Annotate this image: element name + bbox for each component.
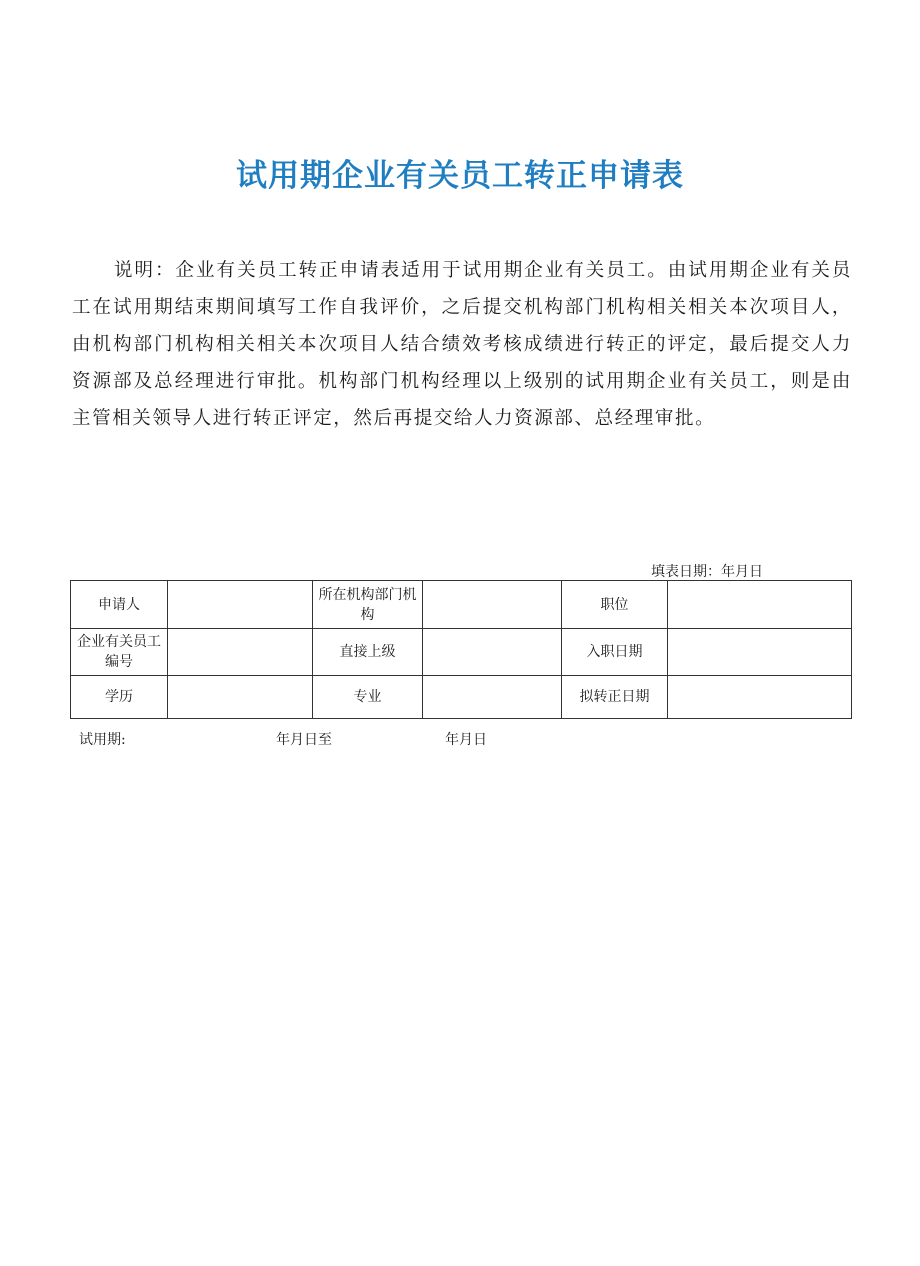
- hire-date-label: 入职日期: [562, 629, 668, 676]
- regularization-date-label: 拟转正日期: [562, 676, 668, 719]
- education-label: 学历: [71, 676, 168, 719]
- fill-date: 填表日期：年月日: [651, 564, 763, 580]
- table-row: [71, 629, 852, 676]
- table-row: [71, 676, 852, 719]
- application-form-table: [70, 580, 852, 719]
- table-row: [71, 581, 852, 629]
- probation-label: 试用期:: [79, 732, 126, 748]
- probation-end-date[interactable]: 年月日: [445, 732, 487, 748]
- hire-date-field[interactable]: [668, 629, 852, 676]
- major-field[interactable]: [423, 676, 562, 719]
- position-label: 职位: [562, 581, 668, 629]
- education-field[interactable]: [168, 676, 313, 719]
- regularization-date-field[interactable]: [668, 676, 852, 719]
- employee-id-field[interactable]: [168, 629, 313, 676]
- probation-start-date[interactable]: 年月日至: [276, 732, 332, 748]
- description-paragraph: 说明：企业有关员工转正申请表适用于试用期企业有关员工。由试用期企业有关员工在试用期结束期间填写工作自我评价，之后提交机构部门机构相关相关本次项目人，由机构部门机构相关相关本次项目人结合绩效考核成绩进行转正的评定，最后提交人力资源部及总经理进行审批。机构部门机构经理以上级别的试用期企业有关员工，则是由主管相关领导人进行转正评定，然后再提交给人力资源部、总经理审批。: [72, 260, 852, 429]
- major-label: 专业: [313, 676, 423, 719]
- department-field[interactable]: [423, 581, 562, 629]
- direct-supervisor-field[interactable]: [423, 629, 562, 676]
- direct-supervisor-label: 直接上级: [313, 629, 423, 676]
- applicant-field[interactable]: [168, 581, 313, 629]
- department-label: 所在机构部门机构: [313, 581, 423, 629]
- position-field[interactable]: [668, 581, 852, 629]
- employee-id-label: 企业有关员工编号: [71, 629, 168, 676]
- applicant-label: 申请人: [71, 581, 168, 629]
- page-title: 试用期企业有关员工转正申请表: [236, 158, 684, 194]
